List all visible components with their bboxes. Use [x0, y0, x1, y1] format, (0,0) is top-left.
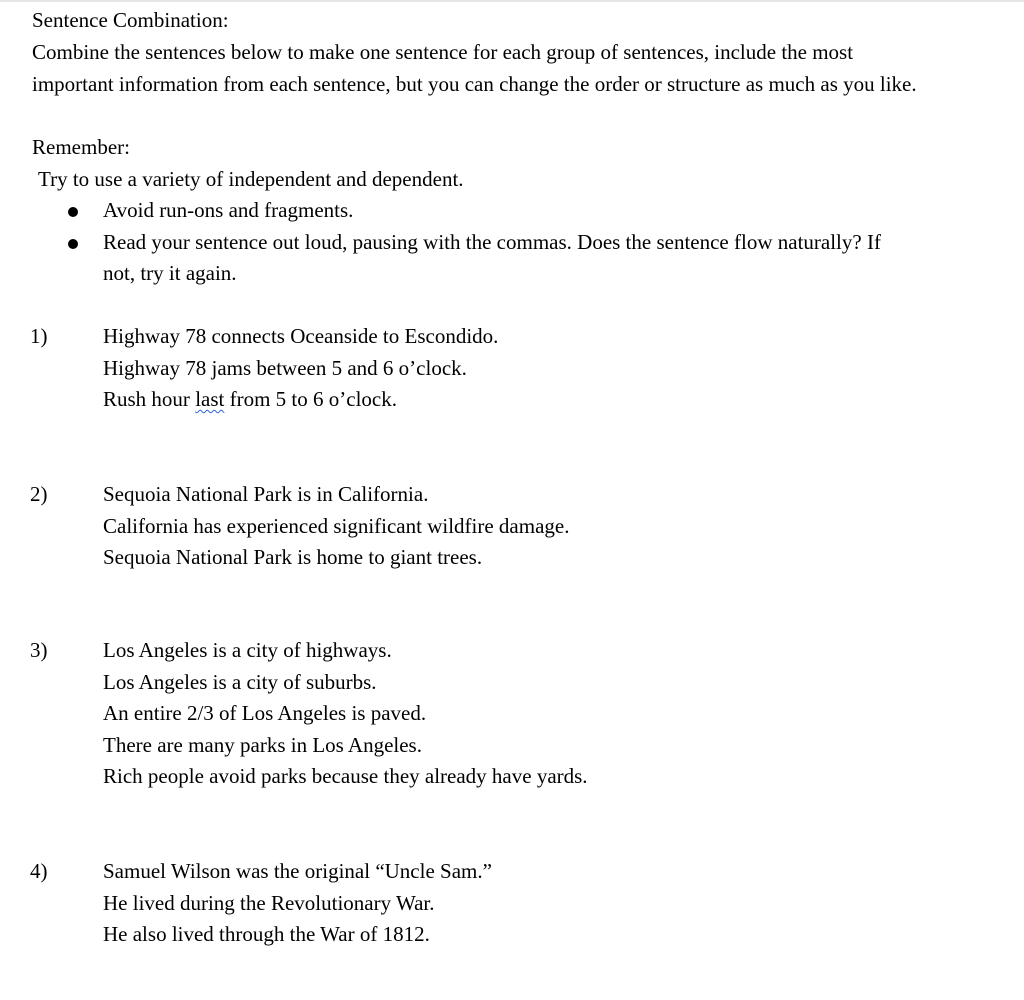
- spellcheck-flagged-word[interactable]: last: [195, 387, 225, 411]
- group-number: 1): [30, 324, 48, 348]
- bullet-item-read-aloud: [0, 227, 883, 290]
- sentence-line: Samuel Wilson was the original “Uncle Sam.”: [103, 859, 492, 883]
- bullet-text: Read your sentence out loud, pausing with the commas. Does the sentence flow naturally? If not, try it again.: [103, 229, 881, 285]
- sentence-line: [103, 384, 498, 416]
- tip-variety: Try to use a variety of independent and dependent.: [38, 167, 464, 191]
- sentence-line: Highway 78 connects Oceanside to Escondido.: [103, 324, 499, 348]
- group-sentences: [103, 479, 569, 574]
- bullet-text: Avoid run-ons and fragments.: [103, 198, 354, 222]
- tips-bullet-list: [0, 195, 883, 290]
- sentence-line: An entire 2/3 of Los Angeles is paved.: [103, 701, 427, 725]
- bullet-dot-icon: [68, 239, 78, 249]
- sentence-line: Sequoia National Park is in California.: [103, 482, 429, 506]
- document-heading: Sentence Combination:: [32, 8, 229, 32]
- group-number: 2): [30, 482, 48, 506]
- group-number: 4): [30, 859, 48, 883]
- remember-label: Remember:: [32, 135, 130, 159]
- group-number: 3): [30, 638, 48, 662]
- sentence-line: Highway 78 jams between 5 and 6 o’clock.: [103, 355, 467, 380]
- sentence-fragment: Rush hour: [103, 387, 196, 411]
- instructions-paragraph: Combine the sentences below to make one sentence for each group of sentences, include the most important information from each sentence, but you can change the order or structure as much as you like.: [32, 40, 917, 96]
- bullet-dot-icon: [68, 207, 78, 217]
- sentence-line: California has experienced significant wildfire damage.: [103, 513, 570, 538]
- group-sentences: [103, 856, 492, 951]
- group-sentences: [103, 635, 588, 793]
- sentence-line: Los Angeles is a city of suburbs.: [103, 669, 377, 694]
- sentence-line: Sequoia National Park is home to giant trees.: [103, 545, 483, 569]
- sentence-line: Rich people avoid parks because they already have yards.: [103, 764, 588, 788]
- group-sentences: [103, 321, 498, 416]
- sentence-line: He also lived through the War of 1812.: [103, 922, 430, 946]
- sentence-line: He lived during the Revolutionary War.: [103, 890, 435, 915]
- sentence-line: There are many parks in Los Angeles.: [103, 732, 422, 757]
- sentence-fragment: from 5 to 6 o’clock.: [224, 387, 397, 411]
- bullet-item-run-ons: [0, 195, 883, 227]
- sentence-line: Los Angeles is a city of highways.: [103, 638, 392, 662]
- top-divider: [0, 0, 1024, 2]
